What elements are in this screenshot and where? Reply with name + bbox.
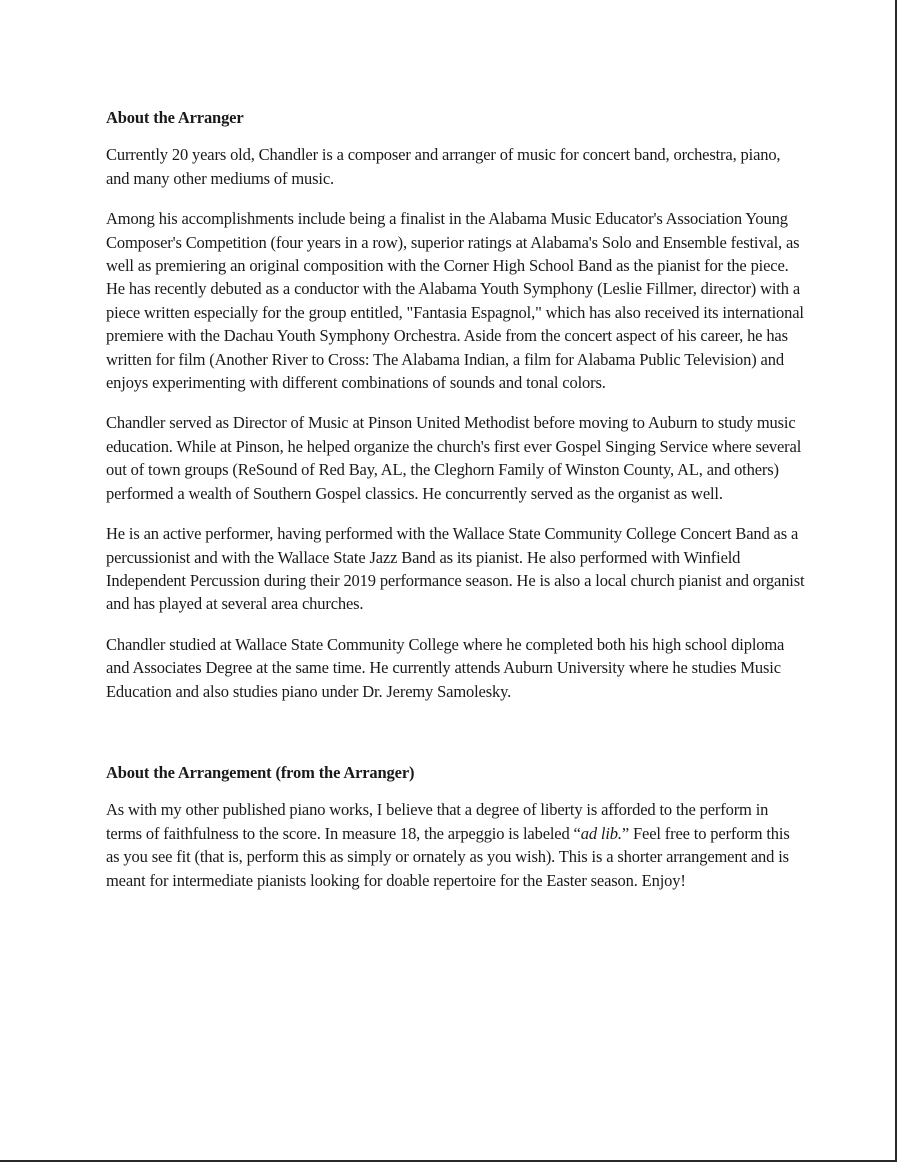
arranger-paragraph-performer: He is an active performer, having performed with the Wallace State Community College Concert Band as a percussionist and with the Wallace State Jazz Band as its pianist. He also performed with Winfield Independent Percussion during their 2019 performance season. He is also a local church pianist and organist and has played at several area churches. <box>106 524 805 614</box>
arrangement-text-before-italic: As with my other published piano works, I believe that a degree of liberty is afforded to the perform in terms of faithfulness to the score. In measure 18, the arpeggio is labeled “ <box>106 800 769 843</box>
arranger-paragraph-accomplishments: Among his accomplishments include being a finalist in the Alabama Music Educator's Association Young Composer's Competition (four years in a row), superior ratings at Alabama's Solo and Ensemble festival, as well as premiering an original composition with the Corner High School Band as the pianist for the piece. He has recently debuted as a conductor with the Alabama Youth Symphony (Leslie Fillmer, director) with a piece written especially for the group entitled, "Fantasia Espagnol," which has also received its international premiere with the Dachau Youth Symphony Orchestra. Aside from the concert aspect of his career, he has written for film (Another River to Cross: The Alabama Indian, a film for Alabama Public Television) and enjoys experimenting with different combinations of sounds and tonal colors. <box>106 209 804 393</box>
arrangement-text-after-italic: ” Feel free to perform this as you see fit (that is, perform this as simply or ornately as you wish). This is a shorter arrangement and is meant for intermediate pianists looking for doable repertoire for the Easter season. Enjoy! <box>106 823 790 890</box>
arranger-heading: About the Arranger <box>106 108 244 127</box>
arranger-paragraph-director-of-music: Chandler served as Director of Music at Pinson United Methodist before moving to Auburn to study music education. While at Pinson, he helped organize the church's first ever Gospel Singing Service where several out of town groups (ReSound of Red Bay, AL, the Cleghorn Family of Winston County, AL, and others) performed a wealth of Southern Gospel classics. He concurrently served as the organist as well. <box>106 413 802 503</box>
arrangement-heading: About the Arrangement (from the Arranger) <box>106 762 415 782</box>
page-content <box>106 106 806 892</box>
arrangement-paragraph <box>106 798 806 892</box>
arranger-paragraph-education: Chandler studied at Wallace State Community College where he completed both his high school diploma and Associates Degree at the same time. He currently attends Auburn University where he studies Music Education and also studies piano under Dr. Jeremy Samolesky. <box>106 634 785 701</box>
arrangement-italic-ad-lib: ad lib. <box>580 823 622 843</box>
arranger-paragraph-age: Currently 20 years old, Chandler is a composer and arranger of music for concert band, orchestra, piano, and many other mediums of music. <box>106 145 781 188</box>
